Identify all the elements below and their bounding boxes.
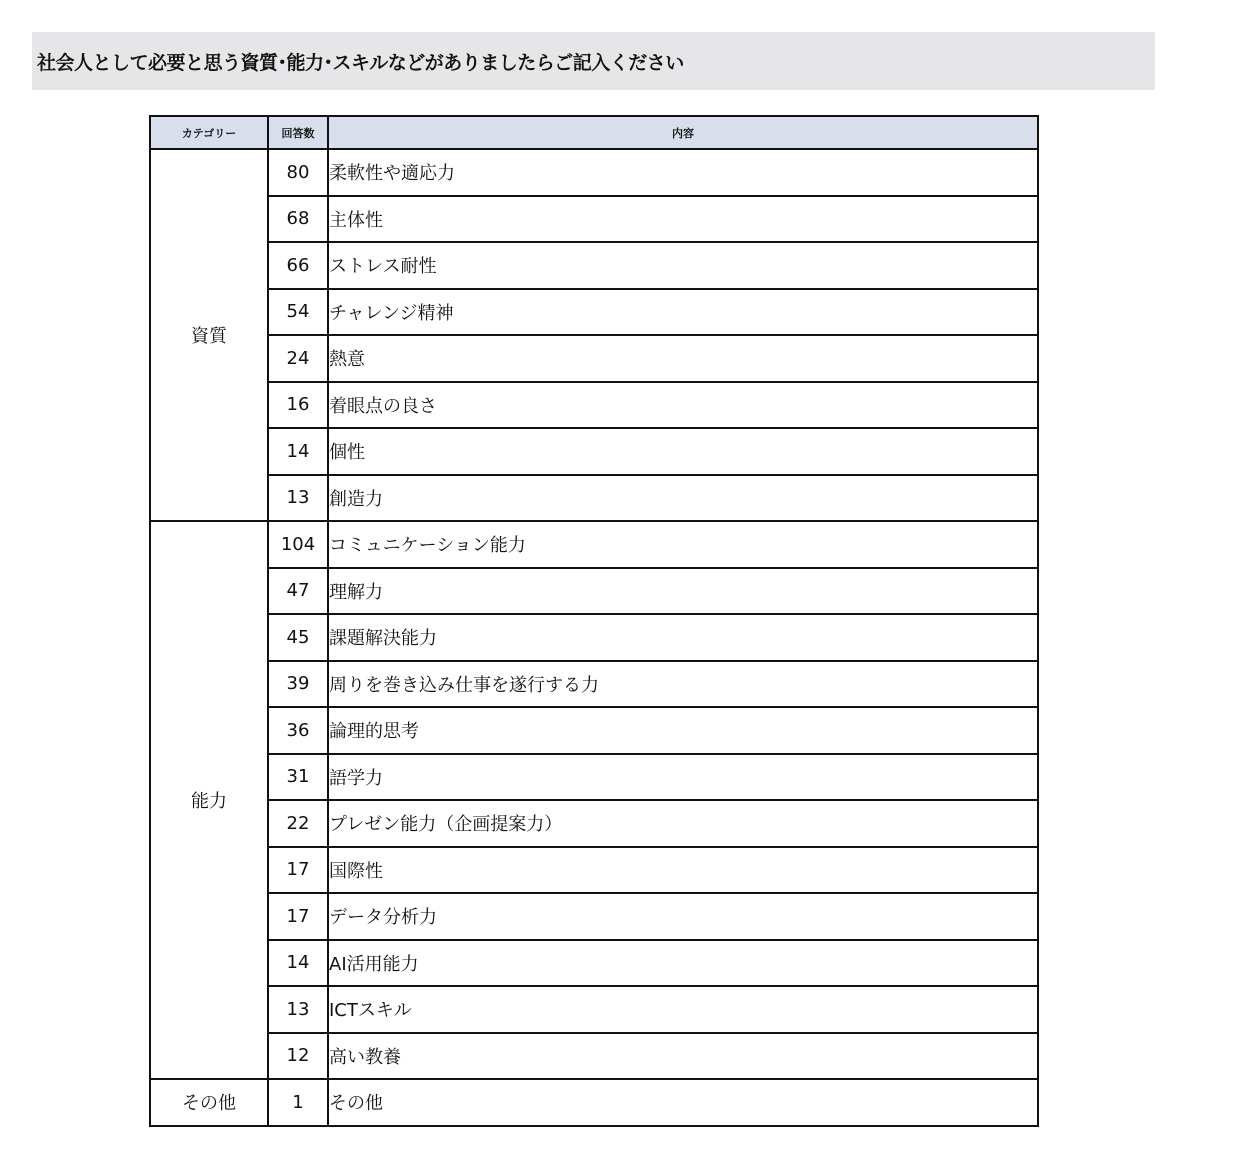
category-cell: 能力: [150, 521, 268, 1079]
count-cell: 12: [268, 1033, 328, 1080]
header-category: カテゴリー: [150, 116, 268, 149]
content-cell: 主体性: [328, 196, 1038, 243]
table-row: [150, 893, 1038, 940]
count-cell: 31: [268, 754, 328, 801]
count-cell: 68: [268, 196, 328, 243]
table-row: [150, 475, 1038, 522]
content-cell: その他: [328, 1079, 1038, 1126]
category-cell: その他: [150, 1079, 268, 1126]
category-cell: 資質: [150, 149, 268, 521]
count-cell: 24: [268, 335, 328, 382]
count-cell: 13: [268, 475, 328, 522]
content-cell: 課題解決能力: [328, 614, 1038, 661]
count-cell: 47: [268, 568, 328, 615]
content-cell: 語学力: [328, 754, 1038, 801]
count-cell: 39: [268, 661, 328, 708]
table-row: [150, 428, 1038, 475]
count-cell: 17: [268, 847, 328, 894]
table-row: [150, 382, 1038, 429]
count-cell: 17: [268, 893, 328, 940]
content-cell: 論理的思考: [328, 707, 1038, 754]
content-cell: 着眼点の良さ: [328, 382, 1038, 429]
table-row: [150, 568, 1038, 615]
survey-table: [149, 115, 1039, 1127]
content-cell: 熱意: [328, 335, 1038, 382]
header-content: 内容: [328, 116, 1038, 149]
count-cell: 22: [268, 800, 328, 847]
content-cell: プレゼン能力（企画提案力）: [328, 800, 1038, 847]
content-cell: 周りを巻き込み仕事を遂行する力: [328, 661, 1038, 708]
table-row: [150, 335, 1038, 382]
count-cell: 14: [268, 428, 328, 475]
table-row: [150, 149, 1038, 196]
table-row: [150, 521, 1038, 568]
header-count: 回答数: [268, 116, 328, 149]
table-row: [150, 196, 1038, 243]
page-title: 社会人として必要と思う資質･能力･スキルなどがありましたらご記入ください: [37, 51, 684, 74]
table-row: [150, 800, 1038, 847]
content-cell: チャレンジ精神: [328, 289, 1038, 336]
count-cell: 36: [268, 707, 328, 754]
count-cell: 1: [268, 1079, 328, 1126]
content-cell: 国際性: [328, 847, 1038, 894]
content-cell: 高い教養: [328, 1033, 1038, 1080]
count-cell: 54: [268, 289, 328, 336]
content-cell: 理解力: [328, 568, 1038, 615]
content-cell: データ分析力: [328, 893, 1038, 940]
count-cell: 13: [268, 986, 328, 1033]
content-cell: ストレス耐性: [328, 242, 1038, 289]
table-row: [150, 242, 1038, 289]
table-row: [150, 707, 1038, 754]
content-cell: AI活用能力: [328, 940, 1038, 987]
table-row: [150, 614, 1038, 661]
count-cell: 14: [268, 940, 328, 987]
table-row: [150, 289, 1038, 336]
count-cell: 16: [268, 382, 328, 429]
count-cell: 80: [268, 149, 328, 196]
table-row: [150, 1079, 1038, 1126]
count-cell: 45: [268, 614, 328, 661]
table-row: [150, 940, 1038, 987]
table-row: [150, 986, 1038, 1033]
content-cell: 個性: [328, 428, 1038, 475]
header-row: [150, 116, 1038, 149]
content-cell: 創造力: [328, 475, 1038, 522]
table-row: [150, 661, 1038, 708]
table-row: [150, 1033, 1038, 1080]
title-bar: [32, 32, 1155, 90]
content-cell: コミュニケーション能力: [328, 521, 1038, 568]
count-cell: 104: [268, 521, 328, 568]
content-cell: 柔軟性や適応力: [328, 149, 1038, 196]
content-cell: ICTスキル: [328, 986, 1038, 1033]
count-cell: 66: [268, 242, 328, 289]
table-row: [150, 847, 1038, 894]
table-row: [150, 754, 1038, 801]
